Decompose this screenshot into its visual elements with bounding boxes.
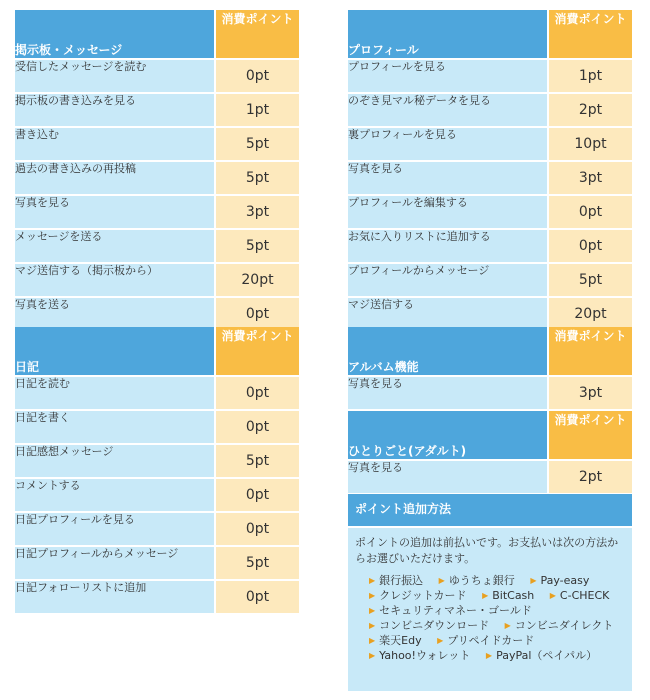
action-label: 写真を送る [15,298,214,330]
profile-table [348,8,632,332]
action-label: 写真を見る [15,196,214,228]
table-row [15,581,299,613]
point-value: 0pt [214,479,299,511]
point-value: 0pt [214,298,299,330]
table-row [348,94,632,126]
action-label: 裏プロフィールを見る [348,128,547,160]
triangle-right-icon: ▶ [437,636,444,645]
point-value: 10pt [547,128,632,160]
triangle-right-icon: ▶ [369,651,376,660]
payment-method-item: ▶ コンビニダイレクト [504,619,614,632]
table-row [15,377,299,409]
triangle-right-icon: ▶ [369,591,376,600]
payment-method-list [355,573,626,663]
point-value: 5pt [214,230,299,262]
payment-method-item: ▶ プリペイドカード [437,634,535,647]
table-row [348,162,632,194]
triangle-right-icon: ▶ [369,636,376,645]
board-cost-header: 消費ポイント [214,10,299,58]
action-label: 日記プロフィールからメッセージ [15,547,214,579]
table-row [15,162,299,194]
point-value: 5pt [214,547,299,579]
point-value: 0pt [214,513,299,545]
table-row [15,445,299,477]
point-value: 0pt [214,60,299,92]
action-label: お気に入りリストに追加する [348,230,547,262]
album-title: アルバム機能 [348,327,547,375]
solo-cost-header: 消費ポイント [547,411,632,459]
action-label: 書き込む [15,128,214,160]
table-row [15,479,299,511]
table-row [348,377,632,409]
action-label: メッセージを送る [15,230,214,262]
action-label: コメントする [15,479,214,511]
action-label: 日記感想メッセージ [15,445,214,477]
add-points-title: ポイント追加方法 [348,494,632,526]
action-label: 日記を読む [15,377,214,409]
action-label: 日記フォローリストに追加 [15,581,214,613]
action-label: 写真を見る [348,377,547,409]
album-table [348,325,632,411]
payment-method-item: ▶ コンビニダウンロード [369,619,490,632]
action-label: 日記を書く [15,411,214,443]
table-row [15,196,299,228]
point-value: 5pt [214,445,299,477]
diary-table [15,325,299,615]
point-value: 5pt [214,128,299,160]
add-points-body [348,528,632,691]
action-label: プロフィールを編集する [348,196,547,228]
action-label: マジ送信する [348,298,547,330]
point-value: 2pt [547,461,632,493]
action-label: 受信したメッセージを読む [15,60,214,92]
solo-title: ひとりごと(アダルト) [348,411,547,459]
point-value: 5pt [214,162,299,194]
payment-method-item: ▶ クレジットカード [369,589,467,602]
point-value: 0pt [547,230,632,262]
payment-method-item: ▶ セキュリティマネー・ゴールド [369,604,532,617]
action-label: マジ送信する（掲示板から） [15,264,214,296]
triangle-right-icon: ▶ [369,576,376,585]
payment-method-item: ▶ C-CHECK [549,589,610,602]
point-value: 2pt [547,94,632,126]
table-row [15,264,299,296]
payment-method-item: ▶ BitCash [482,589,535,602]
point-value: 3pt [214,196,299,228]
action-label: プロフィールからメッセージ [348,264,547,296]
payment-method-item: ▶ Pay-easy [530,574,590,587]
album-cost-header: 消費ポイント [547,327,632,375]
point-value: 1pt [547,60,632,92]
point-value: 5pt [547,264,632,296]
action-label: のぞき見マル秘データを見る [348,94,547,126]
point-value: 20pt [547,298,632,330]
triangle-right-icon: ▶ [369,621,376,630]
point-value: 3pt [547,162,632,194]
table-row [348,196,632,228]
solo-table [348,409,632,495]
payment-method-item: ▶ PayPal（ペイパル） [485,649,598,662]
action-label: 写真を見る [348,461,547,493]
payment-method-item: ▶ 楽天Edy [369,634,422,647]
table-row [15,411,299,443]
payment-method-item: ▶ Yahoo!ウォレット [369,649,471,662]
table-row [348,461,632,493]
point-value: 20pt [214,264,299,296]
action-label: 過去の書き込みの再投稿 [15,162,214,194]
payment-method-item: ▶ 銀行振込 [369,574,424,587]
point-value: 0pt [214,411,299,443]
add-points-panel [348,494,632,689]
add-points-text: ポイントの追加は前払いです。お支払いは次の方法からお選びいただけます。 [355,536,619,565]
triangle-right-icon: ▶ [482,591,489,600]
triangle-right-icon: ▶ [438,576,445,585]
triangle-right-icon: ▶ [485,651,493,660]
table-row [348,264,632,296]
payment-method-item: ▶ ゆうちょ銀行 [438,574,515,587]
action-label: 掲示板の書き込みを見る [15,94,214,126]
point-value: 1pt [214,94,299,126]
point-value: 3pt [547,377,632,409]
table-row [15,513,299,545]
action-label: 日記プロフィールを見る [15,513,214,545]
triangle-right-icon: ▶ [530,576,537,585]
table-row [348,60,632,92]
profile-cost-header: 消費ポイント [547,10,632,58]
action-label: 写真を見る [348,162,547,194]
table-row [15,60,299,92]
action-label: プロフィールを見る [348,60,547,92]
table-row [15,128,299,160]
board-table [15,8,299,332]
point-value: 0pt [214,377,299,409]
diary-cost-header: 消費ポイント [214,327,299,375]
point-value: 0pt [214,581,299,613]
triangle-right-icon: ▶ [504,621,511,630]
triangle-right-icon: ▶ [369,606,376,615]
table-row [15,94,299,126]
table-row [15,230,299,262]
profile-title: プロフィール [348,10,547,58]
point-value: 0pt [547,196,632,228]
table-row [348,128,632,160]
diary-title: 日記 [15,327,214,375]
table-row [15,547,299,579]
board-title: 掲示板・メッセージ [15,10,214,58]
triangle-right-icon: ▶ [549,591,556,600]
table-row [348,230,632,262]
